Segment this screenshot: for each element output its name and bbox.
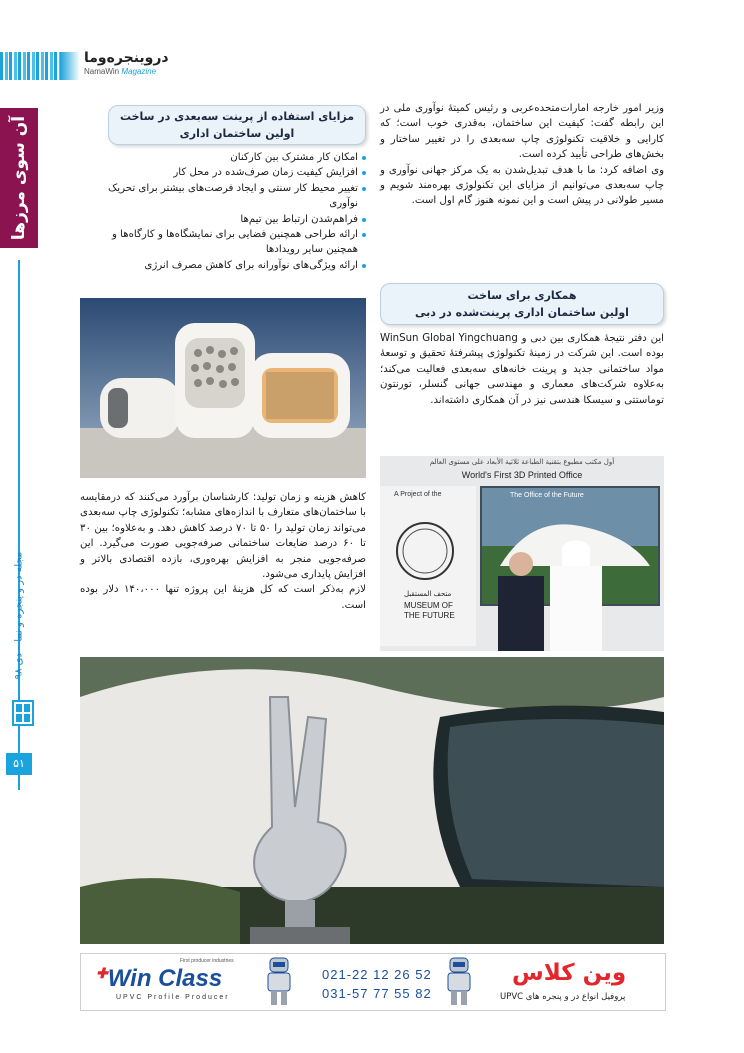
list-item: امکان کار مشترک بین کارکنان — [80, 150, 366, 165]
intro-paragraph-1: وزیر امور خارجه امارات‌متحده‌عربی و رئیس کمیتهٔ نوآوری ملی در این رابطه گفت: کیفیت این ساختمان، به‌قدری خوب است؛ که کارایی و خلاقیت تکنولوژی چاپ سه‌بعدی را در تغییر ساختار و بخش‌های طراحی تأیید کرده است. — [380, 103, 664, 161]
header-fade — [60, 52, 80, 80]
ad-phone-2[interactable]: 031-57 77 55 82 — [322, 986, 432, 1001]
cooperation-heading: همکاری برای ساخت اولین ساختمان اداری پرینت‌شده در دبی — [380, 283, 664, 325]
robot-icon — [262, 954, 296, 1008]
page-number: ۵۱ — [6, 753, 32, 775]
event-photo — [380, 456, 664, 651]
magazine-issue-line: مجله در و پنجره و نما – دی ۹۸ — [13, 551, 25, 679]
benefits-heading: مزایای استفاده از پرینت سه‌بعدی در ساخت اولین ساختمان اداری — [108, 105, 366, 145]
building-photo — [80, 298, 366, 478]
ad-phone-1[interactable]: 021-22 12 26 52 — [322, 967, 432, 982]
list-item: ارائه ویژگی‌های نوآورانه برای کاهش مصرف انرژی — [80, 258, 366, 273]
cost-total: لازم به‌ذکر است که کل هزینهٔ این پروژه تنها ۱۴۰،۰۰۰ دلار بوده است. — [80, 584, 366, 611]
window-icon — [12, 700, 34, 726]
logo-suffix: Magazine — [121, 67, 157, 76]
intro-text — [380, 101, 664, 209]
museum-english-1: MUSEUM OF — [404, 601, 453, 610]
ad-tagline-en: UPVC Profile Producer — [116, 994, 230, 1001]
ad-brand-en[interactable]: ✚Win Class — [96, 965, 223, 992]
ad-first-line: First producer industries — [180, 958, 234, 964]
intro-paragraph-2: وی اضافه کرد: ما با هدف تبدیل‌شدن به یک مرکز جهانی نوآوری و چاپ سه‌بعدی می‌توانیم از مزایای این تکنولوژی بهره‌مند شویم و مسیر طولانی در پیش است و این نمونه هنوز گام اول است. — [380, 164, 664, 207]
ad-brand-fa[interactable]: وین کلاس — [512, 960, 627, 986]
logo-brand: NamaWin — [84, 67, 120, 76]
cost-text — [80, 490, 366, 613]
header-stripes — [0, 52, 60, 80]
cost-paragraph: کاهش هزینه و زمان تولید: کارشناسان برآورد می‌کنند که درمقایسه با ساختمان‌های متعارف با اندازه‌های مشابه؛ تکنولوژی چاپ سه‌بعدی می‌تواند زمان تولید را ۵۰ تا ۷۰ درصد کاهش دهد. و به‌علاوه؛ بین ۳۰ تا ۶۰ درصد ضایعات ساختمانی صرفه‌جویی صورت می‌گیرد. این صرفه‌جویی منجر به افزایش بهره‌وری، بازده اقتصادی بالاتر و افزایش پایداری می‌شود. — [80, 492, 367, 581]
banner-arabic: أول مكتب مطبوع بتقنية الطباعة ثلاثية الأبعاد على مستوى العالم — [429, 458, 615, 466]
logo-persian: دروینجره‌وما — [84, 50, 169, 66]
list-item: فراهم‌شدن ارتباط بین تیم‌ها — [80, 212, 366, 227]
sculpture-photo — [80, 657, 664, 944]
cooperation-paragraph: این دفتر نتیجهٔ همکاری بین دبی و WinSun Global Yingchuang بوده است. این شرکت در زمینهٔ تکنولوژی پیشرفتهٔ تحقیق و توسعهٔ مواد ساختمانی جدید و پرینت خانه‌های سه‌بعدی فعالیت می‌کند؛ به‌علاوه شرکت‌های معماری و مهندسی جهانی گنسلر، تورنتون توماستتی و سیسکا هندسی نیز در آن همکاری داشته‌اند. — [380, 333, 664, 406]
list-item: افزایش کیفیت زمان صرف‌شده در محل کار — [80, 165, 366, 180]
museum-arabic: متحف المستقبل — [404, 590, 452, 598]
section-title: آن سوی مرزها — [9, 115, 30, 241]
robot-icon — [442, 954, 476, 1008]
ad-tagline-fa: پروفیل انواع در و پنجره های UPVC — [500, 992, 626, 1002]
benefits-list — [80, 150, 366, 273]
magazine-logo — [84, 50, 214, 82]
list-item: تغییر محیط کار سنتی و ایجاد فرصت‌های بیشتر برای تحریک نوآوری — [80, 181, 366, 212]
project-of: A Project of the — [394, 491, 442, 498]
museum-english-2: THE FUTURE — [404, 611, 455, 620]
banner-english: World's First 3D Printed Office — [461, 470, 583, 480]
screen-caption: The Office of the Future — [510, 492, 584, 499]
list-item: ارائه طراحی همچنین فضایی برای نمایشگاه‌ها و کارگاه‌ها و همچنین سایر رویدادها — [80, 227, 366, 258]
